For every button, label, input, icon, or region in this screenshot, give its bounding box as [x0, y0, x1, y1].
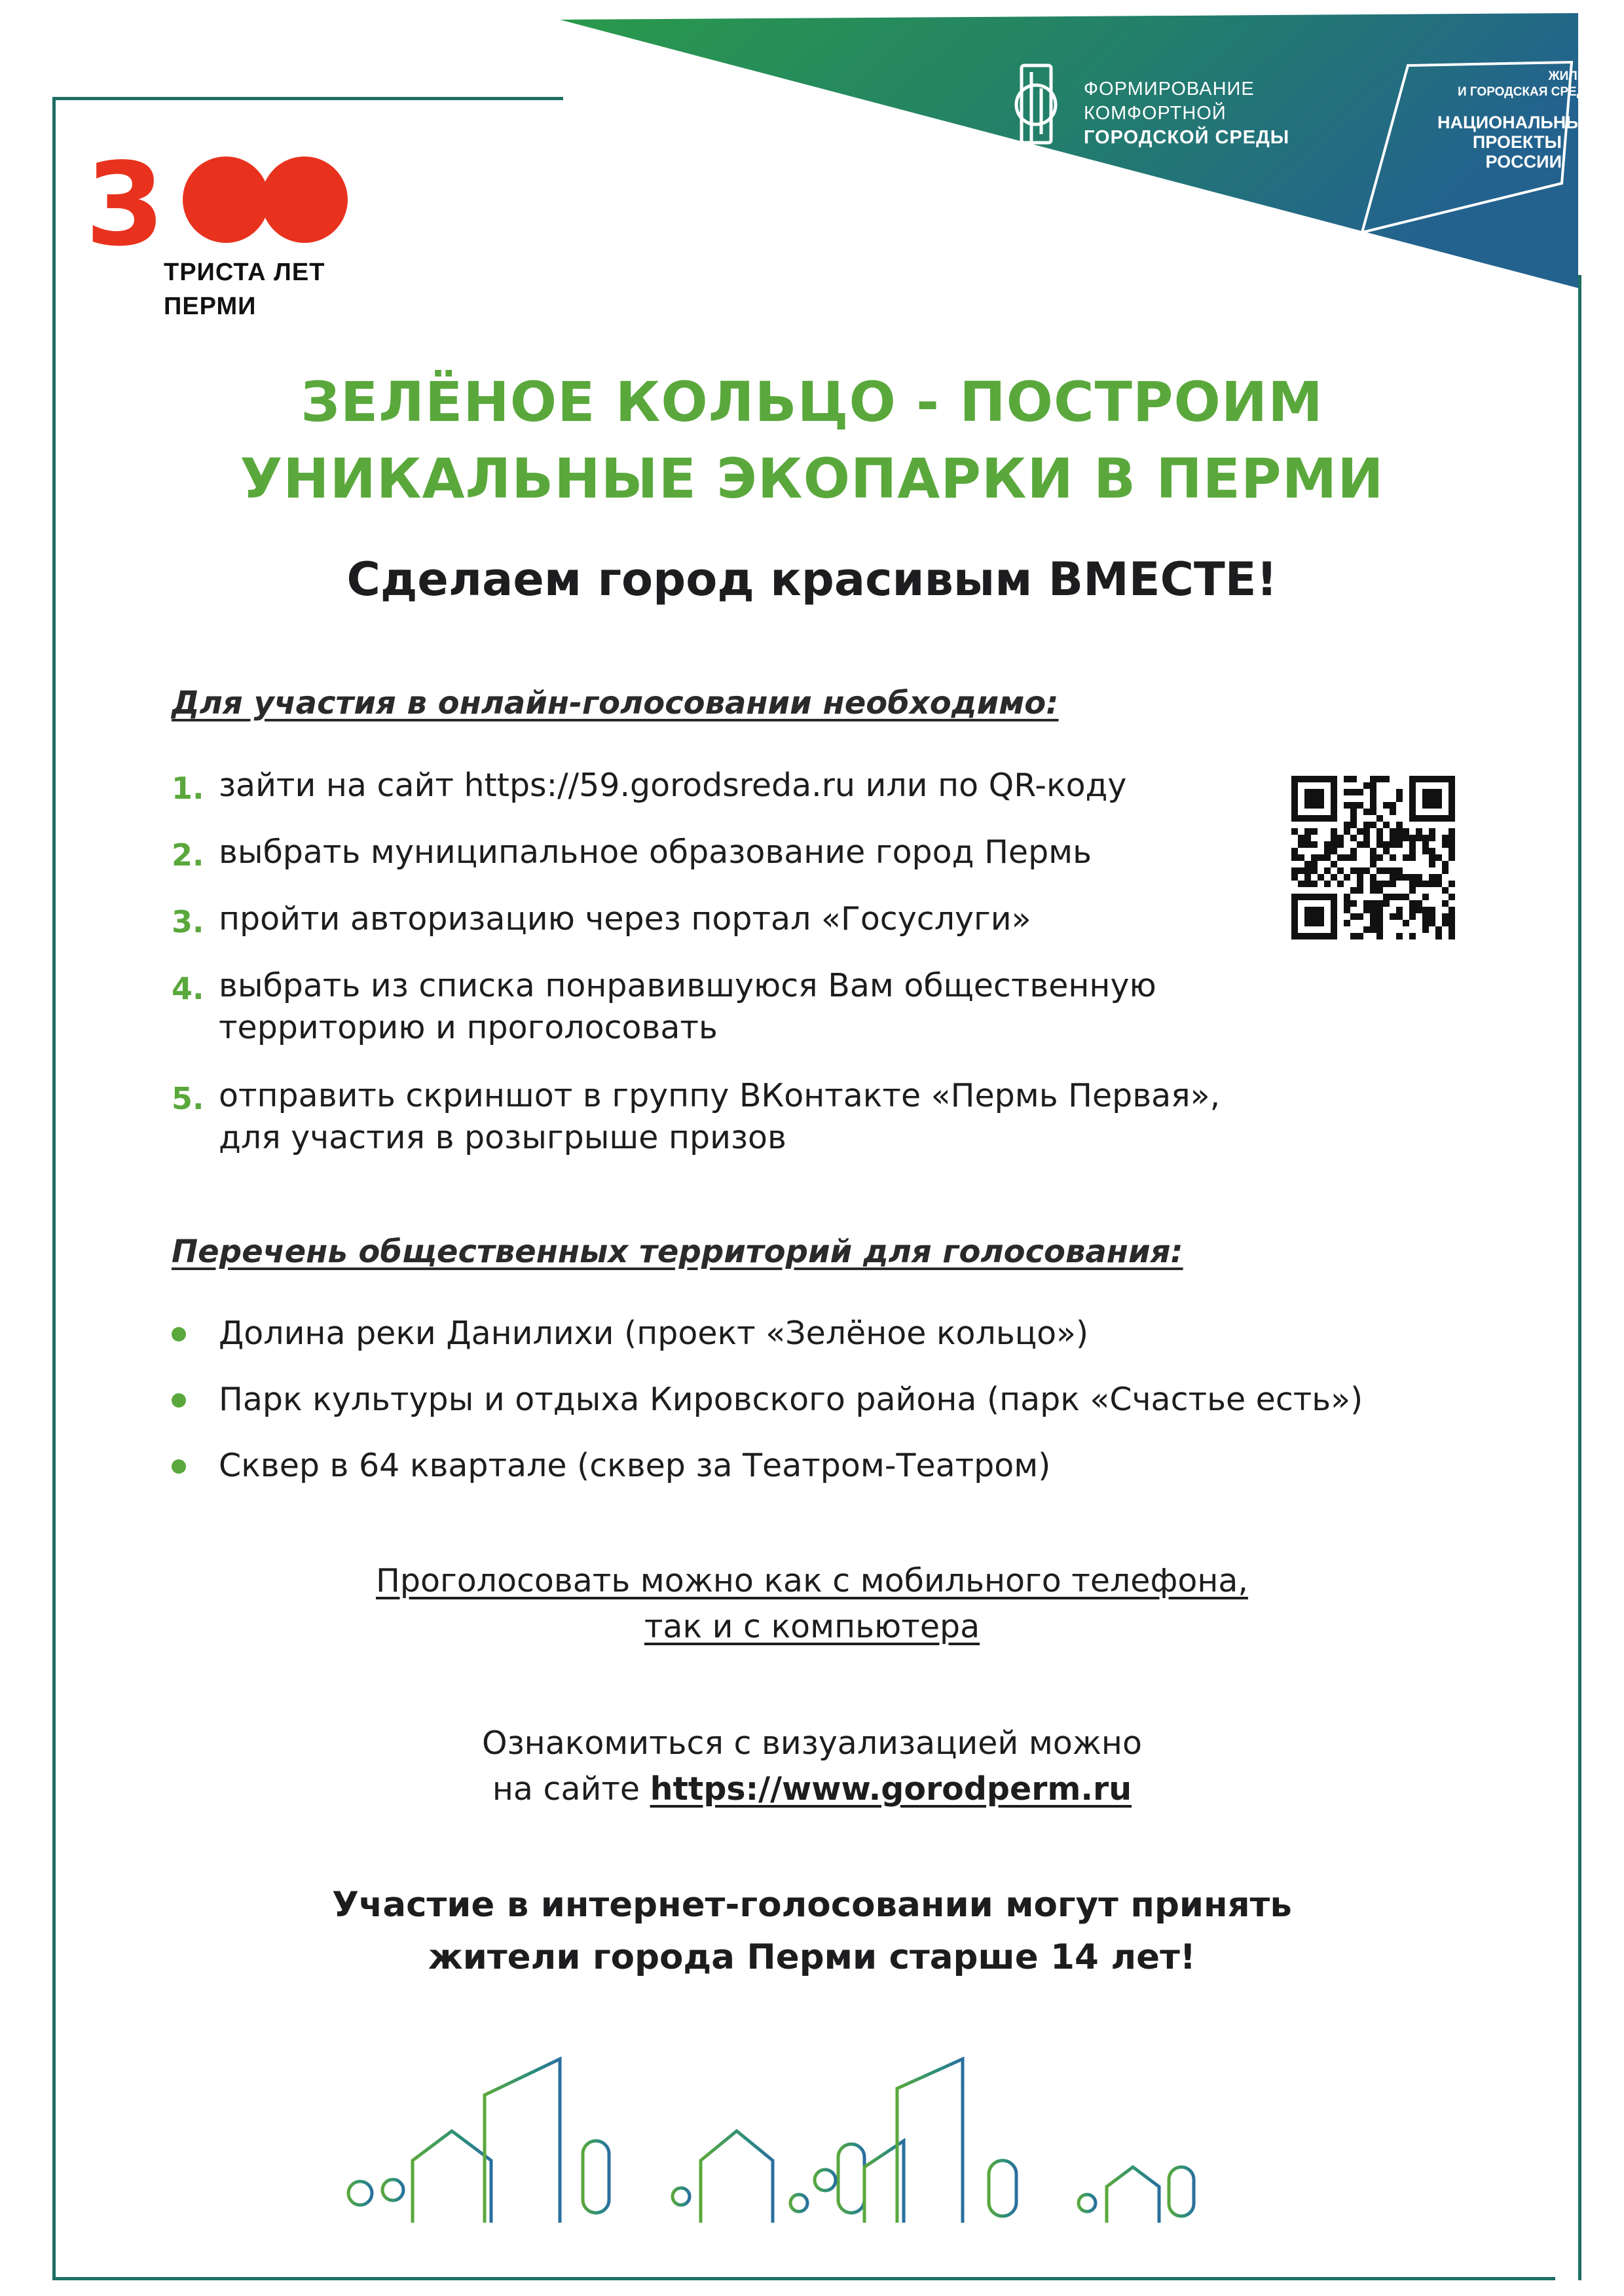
bullet-icon: [172, 1393, 186, 1408]
logo-caption-line2: ПЕРМИ: [164, 293, 257, 320]
program-logo-text: [1084, 77, 1289, 150]
program-logo-line2: КОМФОРТНОЙ: [1084, 103, 1227, 124]
steps-heading: Для участия в онлайн-голосовании необходимо:: [172, 685, 1059, 721]
final-line2: жители города Перми старше 14 лет!: [428, 1937, 1196, 1977]
vote-note: [0, 1558, 1624, 1650]
step-text: для участия в розыгрыше призов: [219, 1119, 786, 1156]
logo-caption: [164, 255, 325, 323]
visualization-link[interactable]: https://www.gorodperm.ru: [650, 1770, 1132, 1808]
logo-caption-line1: ТРИСТА ЛЕТ: [164, 259, 325, 286]
svg-text:3: 3: [85, 139, 165, 265]
national-projects-title: [1437, 113, 1595, 172]
logo-300-icon: [85, 134, 360, 265]
title-line2: УНИКАЛЬНЫЕ ЭКОПАРКИ В ПЕРМИ: [240, 446, 1384, 511]
step-text: выбрать из списка понравившуюся Вам общественную: [219, 967, 1156, 1004]
step-number: 4.: [172, 971, 204, 1006]
visualization-line1: Ознакомиться с визуализацией можно: [482, 1724, 1142, 1762]
final-line1: Участие в интернет-голосовании могут принять: [332, 1885, 1292, 1925]
step-text: пройти авторизацию через портал «Госуслуги»: [219, 900, 1031, 938]
territory-text: Долина реки Данилихи (проект «Зелёное кольцо»): [219, 1315, 1089, 1352]
bullet-icon: [172, 1459, 186, 1474]
vote-note-line2: так и с компьютера: [644, 1608, 980, 1645]
visualization-prefix: на сайте: [492, 1770, 650, 1808]
bullet-icon: [172, 1327, 186, 1341]
np-small-line2: И ГОРОДСКАЯ СРЕДА: [1457, 85, 1595, 99]
step-number: 2.: [172, 837, 204, 873]
vote-note-line1: Проголосовать можно как с мобильного телефона,: [376, 1562, 1248, 1599]
subtitle: Сделаем город красивым ВМЕСТЕ!: [346, 553, 1278, 606]
step-text: зайти на сайт https://59.gorodsreda.ru или по QR-коду: [219, 767, 1127, 804]
step-number: 5.: [172, 1081, 204, 1116]
program-logo-line1: ФОРМИРОВАНИЕ: [1084, 79, 1255, 100]
title-line1: ЗЕЛЁНОЕ КОЛЬЦО - ПОСТРОИМ: [301, 370, 1323, 434]
program-logo-line3: ГОРОДСКОЙ СРЕДЫ: [1084, 127, 1290, 148]
np-big-line3: РОССИИ: [1485, 152, 1562, 172]
np-small-line1: ЖИЛЬЕ: [1548, 69, 1595, 83]
national-projects-small-text: [1431, 69, 1595, 100]
step-text: территорию и проголосовать: [219, 1009, 718, 1046]
frame-bottom-line: [52, 2277, 1555, 2280]
step-number: 3.: [172, 904, 204, 939]
np-big-line1: НАЦИОНАЛЬНЫЕ: [1437, 113, 1595, 132]
city-skyline-illustration: [275, 2010, 1310, 2232]
step-text: отправить скриншот в группу ВКонтакте «Пермь Первая»,: [219, 1077, 1221, 1114]
step-number: 1.: [172, 771, 204, 806]
np-big-line2: ПРОЕКТЫ: [1472, 132, 1562, 152]
step-text: выбрать муниципальное образование город Пермь: [219, 833, 1092, 871]
visualization-note: [0, 1721, 1624, 1812]
qr-code-icon[interactable]: [1291, 776, 1455, 939]
territory-text: Парк культуры и отдыха Кировского района (парк «Счастье есть»): [219, 1381, 1363, 1418]
territory-text: Сквер в 64 квартале (сквер за Театром-Театром): [219, 1447, 1051, 1484]
territories-heading: Перечень общественных территорий для голосования:: [172, 1233, 1183, 1270]
final-statement: [0, 1879, 1624, 1984]
